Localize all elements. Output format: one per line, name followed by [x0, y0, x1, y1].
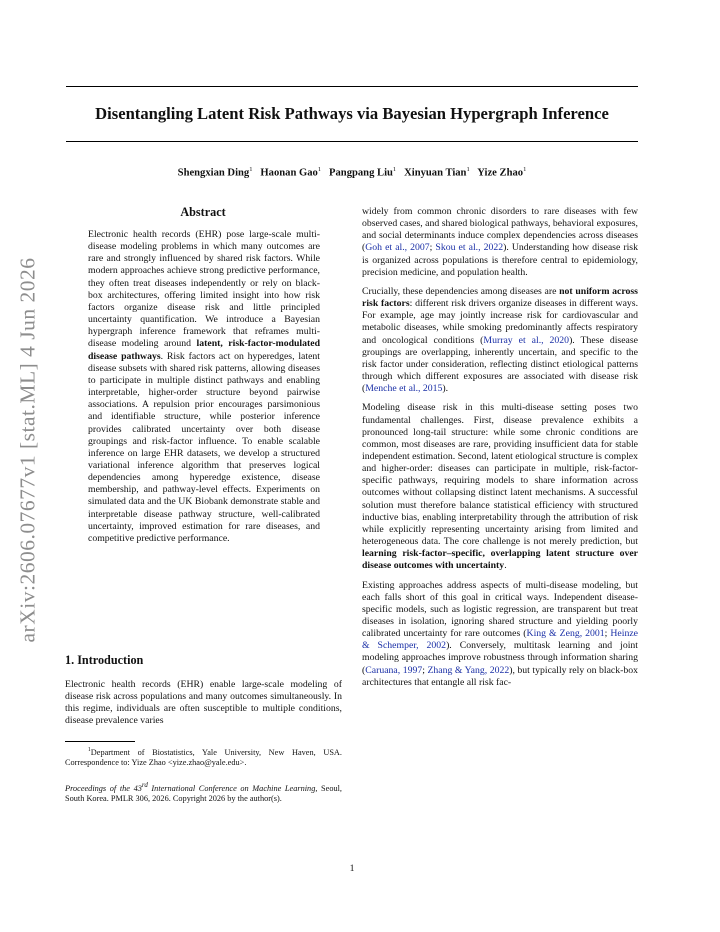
right-column [362, 206, 638, 696]
citation-link[interactable]: King & Zeng, 2001 [526, 628, 605, 640]
citation-link[interactable]: Caruana, 1997 [365, 664, 423, 676]
citation-link[interactable]: Goh et al., 2007 [365, 242, 430, 254]
intro-paragraph: Electronic health records (EHR) enable large-scale modeling of disease risk across populations and many outcomes simultaneously. In this regime, individuals are often susceptible to multiple conditions, disease prevalence varies [65, 679, 342, 727]
paragraph: Crucially, these dependencies among diseases are not uniform across risk factors: different risk drivers organize diseases in different ways. For example, age may jointly increase risk for cardiovascular and metabolic diseases, while smoking predominantly affects respiratory and oncological conditions (Murray et al., 2020). These disease groupings are overlapping, inherently uncertain, and specific to the risk factor under consideration, reflecting distinct etiological patterns through which different exposures are associated with disease risk (Menche et al., 2015). [362, 285, 638, 395]
citation-link[interactable]: Murray et al., 2020 [483, 334, 570, 346]
author: Xinyuan Tian [404, 167, 467, 179]
paragraph: widely from common chronic disorders to rare diseases with few observed cases, and shared biological pathways, behavioral exposures, and social determinants induce complex dependencies across diseases (Goh et al., 2007; Skou et al., 2022). Understanding how disease risk is organized across populations is therefore central to epidemiology, precision medicine, and population health. [362, 206, 638, 278]
abstract-heading: Abstract [180, 205, 226, 219]
author-list: Shengxian Ding$^1$ Haonan Gao$^1$ Pangpang Liu$^1$ Xinyuan Tian$^1$ Yize Zhao$^1$ [177, 166, 527, 179]
affiliation-footnote: $^1$Department of Biostatistics, Yale University, New Haven, USA. Correspondence to: Yize Zhao <yize.zhao@yale.edu>. [65, 747, 342, 767]
page-number: 1 [349, 863, 355, 874]
title-bottom-rule [66, 141, 638, 142]
author: Pangpang Liu [329, 167, 393, 179]
author: Haonan Gao [260, 167, 318, 179]
citation-link[interactable]: Skou et al., 2022 [435, 242, 504, 254]
abstract-body: Electronic health records (EHR) pose large-scale multi-disease modeling problems in which many outcomes are rare and strongly influenced by shared risk factors. While modern approaches achieve strong predictive performance, they often treat diseases independently or rely on black-box architectures, offering limited insight into how risk factors organize disease risk and little principled uncertainty quantification. We introduce a Bayesian hypergraph inference framework that reframes multi-disease modeling around latent, risk-factor-modulated disease pathways. Risk factors act on hyperedges, latent disease subsets with shared risk patterns, allowing diseases to participate in multiple distinct pathways and enabling interpretable, higher-order structure beyond pairwise associations. A repulsion prior encourages parsimonious and identifiable structure, while posterior inference provides calibrated uncertainty over both disease groupings and risk-factor influence. To enable scalable inference on large EHR datasets, we develop a structured variational inference algorithm that preserves logical dependencies among hyperedge existence, disease membership, and pathway-level effects. Experiments on simulated data and the UK Biobank demonstrate stable and interpretable disease pathway structure, well-calibrated uncertainty, improved estimation for rare diseases, and competitive predictive performance. [88, 229, 320, 544]
author: Yize Zhao [477, 167, 524, 179]
paragraph: Existing approaches address aspects of multi-disease modeling, but each falls short of this goal in critical ways. Independent disease-specific models, such as logistic regression, are transparent but treat diseases in isolation, ignoring shared structure and yielding poorly calibrated uncertainty for rare outcomes (King & Zeng, 2001; Heinze & Schemper, 2002). Conversely, multitask learning and joint modeling approaches improve robustness through information sharing (Caruana, 1997; Zhang & Yang, 2022), but typically rely on black-box architectures that entangle all risk fac- [362, 579, 638, 688]
paper-title: Disentangling Latent Risk Pathways via Bayesian Hypergraph Inference [95, 104, 609, 123]
author: Shengxian Ding [177, 167, 250, 179]
citation-link[interactable]: Heinze & Schemper, 2002 [362, 628, 638, 652]
proceedings-note: Proceedings of the 43rd International Conference on Machine Learning, Seoul, South Korea. PMLR 306, 2026. Copyright 2026 by the author(s). [65, 782, 343, 804]
section-heading-introduction: 1. Introduction [65, 653, 144, 667]
citation-link[interactable]: Menche et al., 2015 [365, 383, 443, 395]
paragraph: Modeling disease risk in this multi-disease setting poses two fundamental challenges. First, disease prevalence exhibits a pronounced long-tail structure: while some chronic conditions are common, most diseases are rare, providing insufficient data for stable independent estimation. Second, latent etiological structure is complex and higher-order: diseases can participate in multiple, risk-factor-specific pathways, requiring models to share information across outcomes without collapsing distinct latent mechanisms. A successful solution must therefore balance statistical efficiency with structured inductive bias, enabling interpretability through the attribution of risk while explicitly representing uncertainty arising from limited and heterogeneous data. The core challenge is not merely prediction, but learning risk-factor–specific, overlapping latent structure over disease outcomes with uncertainty. [362, 402, 638, 572]
citation-link[interactable]: Zhang & Yang, 2022 [427, 664, 510, 676]
top-rule [66, 86, 638, 87]
footnote-rule [65, 741, 135, 742]
